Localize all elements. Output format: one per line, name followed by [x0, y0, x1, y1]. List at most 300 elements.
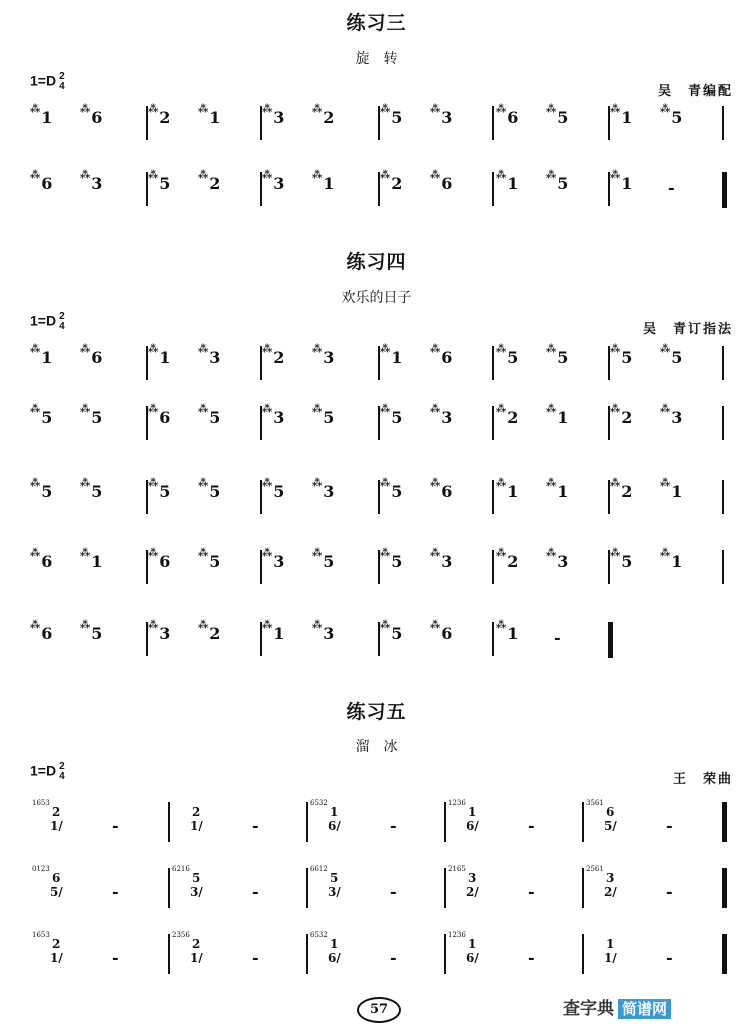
fingering-mark: ⁂ — [80, 548, 91, 559]
chord — [586, 928, 617, 965]
note: ⁂3 — [198, 344, 221, 367]
fingering-mark: ⁂ — [312, 104, 323, 115]
fingering-mark: ⁂ — [30, 404, 41, 415]
note: ⁂6 — [80, 104, 103, 127]
note: ⁂5 — [610, 548, 633, 571]
fingering-mark: ⁂ — [546, 104, 557, 115]
note: ⁂6 — [430, 478, 453, 501]
fingering-mark: ⁂ — [496, 548, 507, 559]
lower-note: 6/ — [328, 819, 341, 833]
lower-note: 6/ — [466, 951, 479, 965]
fingering-mark: ⁂ — [30, 344, 41, 355]
note: ⁂1 — [30, 104, 53, 127]
fingering-mark: ⁂ — [610, 344, 621, 355]
fingering-mark: ⁂ — [546, 478, 557, 489]
barline — [608, 172, 610, 206]
fingering-mark: ⁂ — [262, 104, 273, 115]
upper-note: 3 — [468, 871, 477, 885]
fingering-mark: ⁂ — [610, 170, 621, 181]
note: ⁂1 — [496, 478, 519, 501]
chord — [172, 928, 203, 965]
note: ⁂3 — [660, 404, 683, 427]
chord — [310, 862, 341, 899]
fingering-mark: ⁂ — [312, 344, 323, 355]
note: ⁂5 — [80, 620, 103, 643]
note: ⁂5 — [380, 478, 403, 501]
rest-dash: - — [252, 816, 259, 835]
grace-notes: 6532 — [310, 799, 328, 807]
fingering-mark: ⁂ — [380, 344, 391, 355]
note: ⁂5 — [496, 344, 519, 367]
rest-dash: - — [112, 816, 119, 835]
rest-dash: - — [252, 882, 259, 901]
barline — [378, 172, 380, 206]
note: ⁂1 — [610, 104, 633, 127]
fingering-mark: ⁂ — [148, 620, 159, 631]
fingering-mark: ⁂ — [198, 104, 209, 115]
note: ⁂1 — [30, 344, 53, 367]
note: ⁂2 — [262, 344, 285, 367]
note: ⁂5 — [148, 478, 171, 501]
note: ⁂5 — [312, 548, 335, 571]
final-barline — [722, 802, 727, 842]
note: ⁂3 — [312, 344, 335, 367]
rest-dash: - — [666, 816, 673, 835]
barline — [582, 934, 584, 974]
final-barline — [722, 172, 727, 208]
note: ⁂2 — [610, 404, 633, 427]
exercise4-subtitle: 欢乐的日子 — [341, 290, 412, 306]
note: ⁂1 — [496, 620, 519, 643]
note: ⁂5 — [660, 104, 683, 127]
fingering-mark: ⁂ — [660, 344, 671, 355]
note: ⁂3 — [262, 170, 285, 193]
grace-notes: 2356 — [172, 931, 190, 939]
barline — [378, 406, 380, 440]
upper-note: 6 — [606, 805, 615, 819]
fingering-mark: ⁂ — [496, 620, 507, 631]
staff-row — [0, 616, 753, 660]
upper-note: 1 — [606, 937, 615, 951]
note: ⁂3 — [430, 404, 453, 427]
final-barline — [722, 868, 727, 908]
chord — [310, 928, 341, 965]
staff-row — [0, 100, 753, 144]
barline — [722, 550, 724, 584]
note: ⁂5 — [80, 404, 103, 427]
fingering-mark: ⁂ — [430, 478, 441, 489]
rest-dash: - — [112, 882, 119, 901]
note: ⁂3 — [262, 404, 285, 427]
lower-note: 1/ — [190, 951, 203, 965]
grace-notes: 2561 — [586, 865, 604, 873]
barline — [146, 480, 148, 514]
note: ⁂1 — [546, 478, 569, 501]
grace-notes: 1653 — [32, 799, 50, 807]
upper-note: 5 — [330, 871, 339, 885]
note: ⁂1 — [660, 548, 683, 571]
exercise3-composer: 吴 青编配 — [657, 84, 733, 99]
fingering-mark: ⁂ — [80, 170, 91, 181]
rest-dash: - — [528, 882, 535, 901]
fingering-mark: ⁂ — [312, 620, 323, 631]
lower-note: 2/ — [604, 885, 617, 899]
note: ⁂5 — [546, 344, 569, 367]
staff-row — [0, 796, 753, 844]
upper-note: 5 — [192, 871, 201, 885]
upper-note: 1 — [468, 937, 477, 951]
chord — [172, 796, 203, 833]
rest-dash: - — [390, 948, 397, 967]
note: ⁂2 — [198, 620, 221, 643]
fingering-mark: ⁂ — [660, 404, 671, 415]
fingering-mark: ⁂ — [496, 170, 507, 181]
lower-note: 1/ — [50, 951, 63, 965]
fingering-mark: ⁂ — [380, 478, 391, 489]
fingering-mark: ⁂ — [30, 620, 41, 631]
barline — [492, 172, 494, 206]
fingering-mark: ⁂ — [610, 104, 621, 115]
note: ⁂3 — [80, 170, 103, 193]
barline — [378, 346, 380, 380]
note: ⁂1 — [546, 404, 569, 427]
upper-note: 2 — [192, 937, 201, 951]
barline — [722, 346, 724, 380]
barline — [168, 802, 170, 842]
rest-dash: - — [666, 882, 673, 901]
note: ⁂3 — [312, 478, 335, 501]
fingering-mark: ⁂ — [262, 170, 273, 181]
fingering-mark: ⁂ — [30, 104, 41, 115]
barline — [306, 802, 308, 842]
note: ⁂5 — [610, 344, 633, 367]
upper-note: 2 — [52, 805, 61, 819]
barline — [306, 868, 308, 908]
note: ⁂5 — [198, 548, 221, 571]
note: ⁂6 — [30, 620, 53, 643]
note: ⁂6 — [80, 344, 103, 367]
note: ⁂5 — [380, 548, 403, 571]
note: ⁂3 — [546, 548, 569, 571]
chord — [172, 862, 203, 899]
grace-notes — [172, 796, 203, 805]
note: ⁂3 — [262, 104, 285, 127]
watermark-logo: 查字典 简谱网 — [563, 994, 671, 1019]
barline — [492, 550, 494, 584]
barline — [492, 406, 494, 440]
barline — [608, 106, 610, 140]
fingering-mark: ⁂ — [546, 404, 557, 415]
staff-row — [0, 544, 753, 588]
barline — [444, 802, 446, 842]
fingering-mark: ⁂ — [198, 404, 209, 415]
upper-note: 3 — [606, 871, 615, 885]
rest-dash: - — [528, 948, 535, 967]
barline — [608, 550, 610, 584]
fingering-mark: ⁂ — [546, 344, 557, 355]
fingering-mark: ⁂ — [430, 344, 441, 355]
chord — [310, 796, 341, 833]
note: ⁂1 — [312, 170, 335, 193]
note: ⁂1 — [660, 478, 683, 501]
rest-dash: - — [554, 628, 561, 647]
note: ⁂5 — [546, 104, 569, 127]
chord — [32, 928, 63, 965]
barline — [146, 106, 148, 140]
upper-note: 6 — [52, 871, 61, 885]
barline — [492, 346, 494, 380]
barline — [260, 622, 262, 656]
exercise3-subtitle: 旋 转 — [355, 51, 398, 67]
fingering-mark: ⁂ — [546, 170, 557, 181]
rest-dash: - — [252, 948, 259, 967]
fingering-mark: ⁂ — [148, 170, 159, 181]
fingering-mark: ⁂ — [430, 404, 441, 415]
note: ⁂6 — [30, 170, 53, 193]
upper-note: 1 — [330, 937, 339, 951]
note: ⁂5 — [312, 404, 335, 427]
note: ⁂2 — [380, 170, 403, 193]
final-barline — [608, 622, 613, 658]
barline — [146, 172, 148, 206]
fingering-mark: ⁂ — [148, 548, 159, 559]
grace-notes: 0123 — [32, 865, 50, 873]
grace-notes: 6612 — [310, 865, 328, 873]
fingering-mark: ⁂ — [80, 344, 91, 355]
fingering-mark: ⁂ — [312, 404, 323, 415]
fingering-mark: ⁂ — [262, 478, 273, 489]
note: ⁂3 — [148, 620, 171, 643]
note: ⁂2 — [610, 478, 633, 501]
lower-note: 1/ — [604, 951, 617, 965]
fingering-mark: ⁂ — [660, 548, 671, 559]
barline — [306, 934, 308, 974]
barline — [146, 550, 148, 584]
exercise5-composer: 王 荣曲 — [672, 772, 733, 787]
note: ⁂6 — [430, 344, 453, 367]
barline — [722, 480, 724, 514]
barline — [492, 106, 494, 140]
note: ⁂5 — [80, 478, 103, 501]
note: ⁂2 — [496, 548, 519, 571]
exercise5-title: 练习五 — [346, 701, 407, 723]
grace-notes: 1236 — [448, 931, 466, 939]
note: ⁂6 — [496, 104, 519, 127]
fingering-mark: ⁂ — [312, 170, 323, 181]
barline — [444, 934, 446, 974]
fingering-mark: ⁂ — [30, 170, 41, 181]
fingering-mark: ⁂ — [380, 104, 391, 115]
note: ⁂1 — [610, 170, 633, 193]
note: ⁂6 — [430, 170, 453, 193]
fingering-mark: ⁂ — [312, 478, 323, 489]
barline — [608, 480, 610, 514]
exercise3-key: 1=D 2 4 — [30, 71, 65, 92]
chord — [448, 796, 479, 833]
note: ⁂6 — [30, 548, 53, 571]
rest-dash: - — [668, 178, 675, 197]
note: ⁂1 — [262, 620, 285, 643]
rest-dash: - — [666, 948, 673, 967]
fingering-mark: ⁂ — [262, 548, 273, 559]
barline — [168, 934, 170, 974]
note: ⁂5 — [148, 170, 171, 193]
staff-row — [0, 862, 753, 910]
fingering-mark: ⁂ — [80, 404, 91, 415]
note: ⁂6 — [430, 620, 453, 643]
barline — [260, 480, 262, 514]
exercise3-title: 练习三 — [346, 12, 407, 34]
chord — [448, 862, 479, 899]
note: ⁂5 — [380, 104, 403, 127]
barline — [260, 346, 262, 380]
fingering-mark: ⁂ — [430, 104, 441, 115]
fingering-mark: ⁂ — [430, 170, 441, 181]
fingering-mark: ⁂ — [660, 478, 671, 489]
rest-dash: - — [528, 816, 535, 835]
note: ⁂1 — [80, 548, 103, 571]
note: ⁂2 — [148, 104, 171, 127]
note: ⁂2 — [496, 404, 519, 427]
note: ⁂1 — [148, 344, 171, 367]
chord — [32, 862, 63, 899]
barline — [608, 406, 610, 440]
note: ⁂5 — [30, 478, 53, 501]
grace-notes: 1653 — [32, 931, 50, 939]
barline — [260, 406, 262, 440]
note: ⁂1 — [198, 104, 221, 127]
lower-note: 2/ — [466, 885, 479, 899]
lower-note: 6/ — [466, 819, 479, 833]
lower-note: 3/ — [328, 885, 341, 899]
barline — [722, 406, 724, 440]
exercise4-key: 1=D 2 4 — [30, 311, 65, 332]
note: ⁂6 — [148, 548, 171, 571]
grace-notes: 6216 — [172, 865, 190, 873]
grace-notes: 2165 — [448, 865, 466, 873]
note: ⁂3 — [430, 548, 453, 571]
lower-note: 1/ — [50, 819, 63, 833]
barline — [260, 550, 262, 584]
note: ⁂5 — [380, 404, 403, 427]
fingering-mark: ⁂ — [198, 344, 209, 355]
lower-note: 5/ — [50, 885, 63, 899]
note: ⁂5 — [198, 404, 221, 427]
note: ⁂2 — [198, 170, 221, 193]
staff-row — [0, 474, 753, 518]
barline — [378, 622, 380, 656]
chord — [586, 796, 617, 833]
note: ⁂1 — [496, 170, 519, 193]
fingering-mark: ⁂ — [198, 170, 209, 181]
note: ⁂6 — [148, 404, 171, 427]
fingering-mark: ⁂ — [610, 478, 621, 489]
barline — [378, 480, 380, 514]
fingering-mark: ⁂ — [496, 404, 507, 415]
fingering-mark: ⁂ — [430, 620, 441, 631]
fingering-mark: ⁂ — [198, 548, 209, 559]
note: ⁂2 — [312, 104, 335, 127]
grace-notes: 6532 — [310, 931, 328, 939]
note: ⁂3 — [262, 548, 285, 571]
staff-row — [0, 166, 753, 210]
lower-note: 6/ — [328, 951, 341, 965]
note: ⁂3 — [430, 104, 453, 127]
note: ⁂5 — [30, 404, 53, 427]
fingering-mark: ⁂ — [312, 548, 323, 559]
barline — [146, 346, 148, 380]
staff-row — [0, 400, 753, 444]
note: ⁂5 — [660, 344, 683, 367]
fingering-mark: ⁂ — [148, 478, 159, 489]
fingering-mark: ⁂ — [80, 104, 91, 115]
fingering-mark: ⁂ — [496, 478, 507, 489]
barline — [444, 868, 446, 908]
fingering-mark: ⁂ — [660, 104, 671, 115]
upper-note: 1 — [330, 805, 339, 819]
staff-row — [0, 340, 753, 384]
fingering-mark: ⁂ — [80, 478, 91, 489]
fingering-mark: ⁂ — [610, 548, 621, 559]
barline — [722, 106, 724, 140]
fingering-mark: ⁂ — [496, 344, 507, 355]
barline — [608, 346, 610, 380]
exercise5-key: 1=D 2 4 — [30, 761, 65, 782]
chord — [32, 796, 63, 833]
barline — [492, 622, 494, 656]
upper-note: 2 — [192, 805, 201, 819]
barline — [378, 550, 380, 584]
barline — [378, 106, 380, 140]
rest-dash: - — [390, 882, 397, 901]
final-barline — [722, 934, 727, 974]
lower-note: 5/ — [604, 819, 617, 833]
fingering-mark: ⁂ — [198, 478, 209, 489]
barline — [146, 622, 148, 656]
upper-note: 1 — [468, 805, 477, 819]
fingering-mark: ⁂ — [148, 404, 159, 415]
lower-note: 1/ — [190, 819, 203, 833]
fingering-mark: ⁂ — [380, 404, 391, 415]
fingering-mark: ⁂ — [148, 104, 159, 115]
fingering-mark: ⁂ — [262, 404, 273, 415]
fingering-mark: ⁂ — [496, 104, 507, 115]
rest-dash: - — [390, 816, 397, 835]
grace-notes — [586, 928, 617, 937]
rest-dash: - — [112, 948, 119, 967]
lower-note: 3/ — [190, 885, 203, 899]
grace-notes: 3561 — [586, 799, 604, 807]
chord — [448, 928, 479, 965]
note: ⁂5 — [262, 478, 285, 501]
barline — [492, 480, 494, 514]
note: ⁂3 — [312, 620, 335, 643]
fingering-mark: ⁂ — [380, 170, 391, 181]
fingering-mark: ⁂ — [30, 548, 41, 559]
fingering-mark: ⁂ — [262, 344, 273, 355]
fingering-mark: ⁂ — [380, 548, 391, 559]
fingering-mark: ⁂ — [148, 344, 159, 355]
page-number: 57 — [357, 997, 401, 1023]
upper-note: 2 — [52, 937, 61, 951]
barline — [582, 868, 584, 908]
fingering-mark: ⁂ — [546, 548, 557, 559]
exercise4-title: 练习四 — [346, 251, 407, 273]
fingering-mark: ⁂ — [380, 620, 391, 631]
note: ⁂5 — [380, 620, 403, 643]
chord — [586, 862, 617, 899]
exercise5-subtitle: 溜 冰 — [355, 739, 398, 755]
